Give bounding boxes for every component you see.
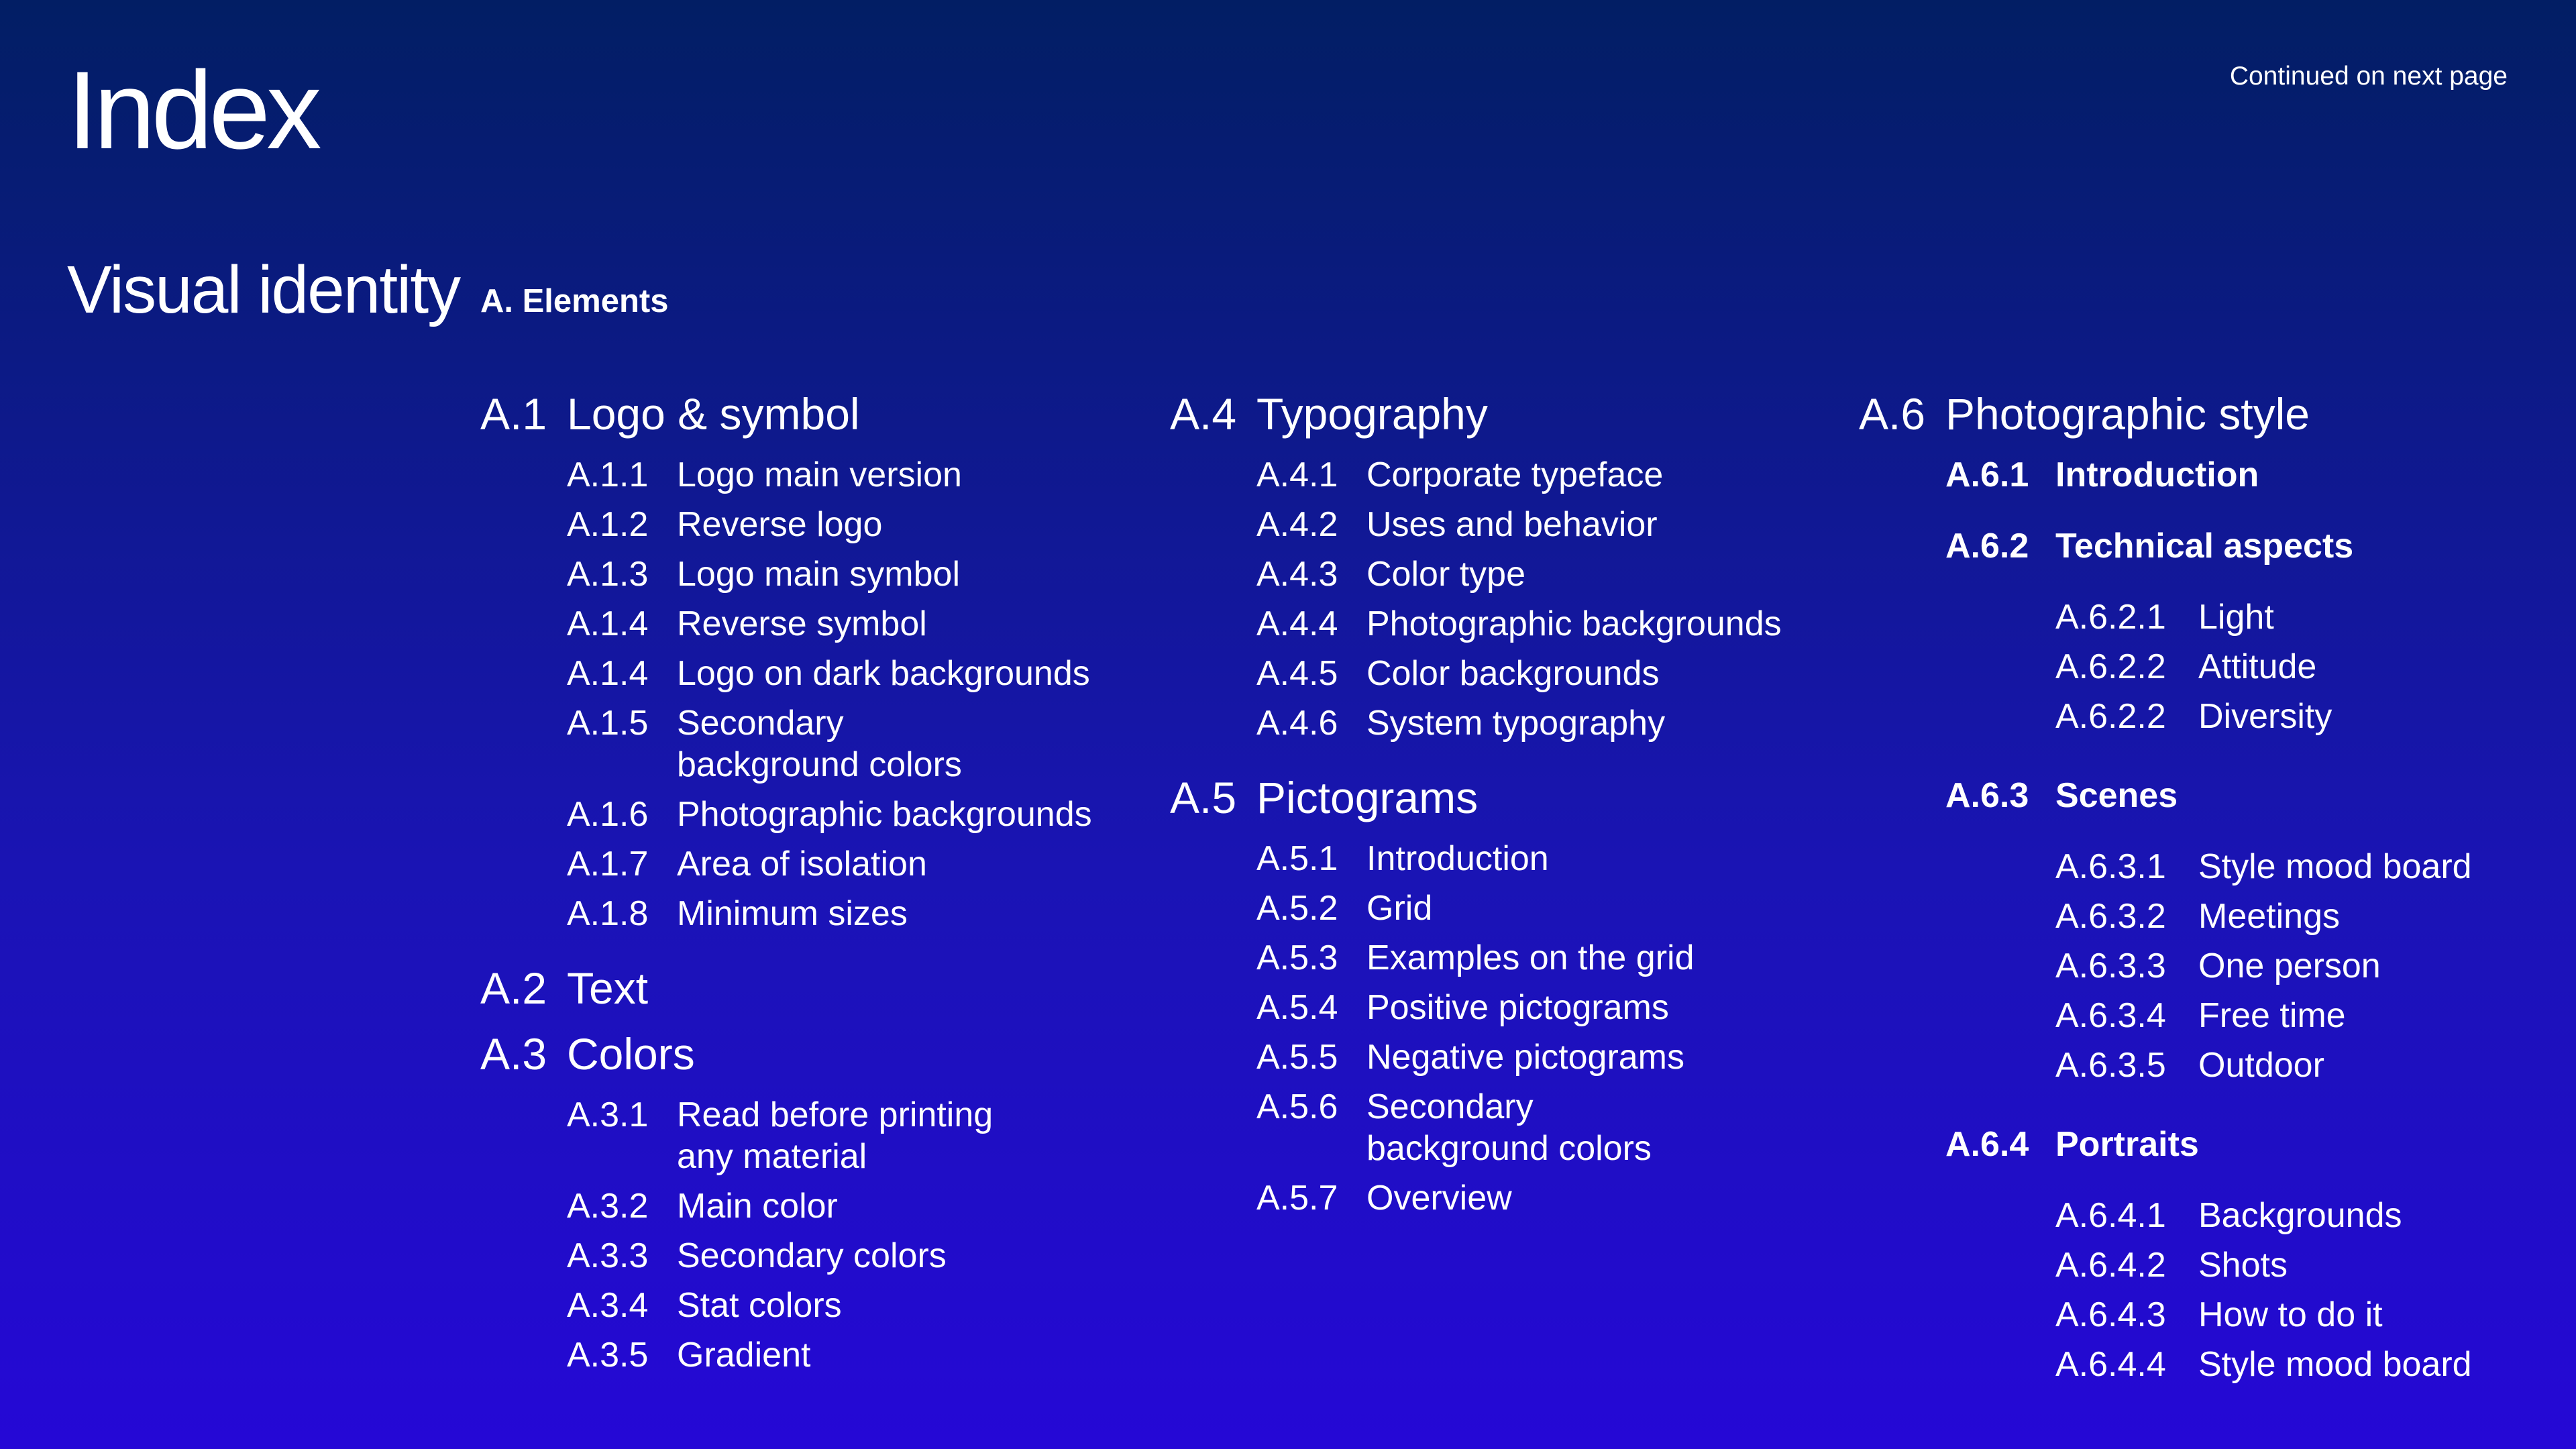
index-column-1	[480, 387, 1151, 1384]
list-item[interactable]	[1256, 454, 1841, 496]
subheading-a6-1[interactable]	[1945, 454, 2530, 496]
continued-note: Continued on next page	[2229, 62, 2508, 91]
heading-number: A.3	[480, 1029, 547, 1079]
list-item[interactable]	[567, 504, 1151, 545]
item-label: Reverse symbol	[677, 604, 927, 643]
item-number: A.4.2	[1256, 505, 1338, 544]
item-label: Uses and behavior	[1366, 505, 1658, 544]
list-item[interactable]	[1256, 603, 1841, 645]
item-number: A.6.2.2	[2055, 647, 2166, 686]
item-number: A.6.3.1	[2055, 847, 2166, 886]
item-number: A.1.4	[567, 654, 649, 693]
list-item[interactable]	[2055, 1244, 2530, 1286]
list-item[interactable]	[2055, 1195, 2530, 1236]
list-item[interactable]	[567, 1094, 1151, 1177]
list-item[interactable]	[567, 1334, 1151, 1376]
list-item[interactable]	[2055, 945, 2530, 987]
heading-label: Photographic style	[1945, 389, 2310, 439]
item-label: How to do it	[2198, 1295, 2383, 1334]
item-label: Outdoor	[2198, 1046, 2324, 1085]
item-label: Overview	[1366, 1179, 1512, 1218]
index-column-3	[1859, 387, 2530, 1393]
item-number: A.5.3	[1256, 938, 1338, 977]
list-item[interactable]	[2055, 646, 2530, 688]
item-label: Read before printing any material	[677, 1095, 994, 1176]
item-number: A.1.8	[567, 894, 649, 933]
item-label: Grid	[1366, 889, 1433, 928]
item-label: Diversity	[2198, 697, 2332, 736]
item-label: Introduction	[2055, 455, 2259, 494]
item-label: Reverse logo	[677, 505, 883, 544]
item-number: A.6.3.4	[2055, 996, 2166, 1035]
item-label: Examples on the grid	[1366, 938, 1695, 977]
item-number: A.6.4.1	[2055, 1196, 2166, 1235]
item-number: A.1.6	[567, 795, 649, 834]
item-label: Shots	[2198, 1246, 2288, 1285]
list-item[interactable]	[1256, 1036, 1841, 1078]
item-number: A.5.2	[1256, 889, 1338, 928]
item-number: A.1.7	[567, 845, 649, 883]
item-number: A.5.5	[1256, 1038, 1338, 1077]
item-number: A.5.7	[1256, 1179, 1338, 1218]
heading-number: A.5	[1170, 773, 1237, 822]
item-label: Logo main version	[677, 455, 962, 494]
item-number: A.3.2	[567, 1187, 649, 1226]
item-number: A.1.2	[567, 505, 649, 544]
item-label: Gradient	[677, 1336, 811, 1375]
item-label: Photographic backgrounds	[677, 795, 1092, 834]
item-number: A.1.5	[567, 704, 649, 743]
item-label: Style mood board	[2198, 847, 2472, 886]
item-number: A.6.3.2	[2055, 897, 2166, 936]
heading-a2[interactable]	[480, 961, 1151, 1015]
heading-number: A.1	[480, 389, 547, 439]
item-label: Style mood board	[2198, 1345, 2472, 1384]
item-label: Portraits	[2055, 1125, 2199, 1164]
item-label: Introduction	[1366, 839, 1549, 878]
item-label: Negative pictograms	[1366, 1038, 1684, 1077]
item-label: Backgrounds	[2198, 1196, 2402, 1235]
item-label: Secondary colors	[677, 1236, 947, 1275]
item-number: A.5.1	[1256, 839, 1338, 878]
item-number: A.5.4	[1256, 988, 1338, 1027]
list-item[interactable]	[1256, 702, 1841, 744]
item-label: Photographic backgrounds	[1366, 604, 1782, 643]
item-label: Secondary background colors	[1366, 1087, 1652, 1168]
item-number: A.6.4.2	[2055, 1246, 2166, 1285]
section-title: Visual identity	[67, 252, 460, 327]
item-label: Free time	[2198, 996, 2346, 1035]
heading-label: Text	[567, 963, 649, 1013]
list-item[interactable]	[567, 1285, 1151, 1326]
list-item[interactable]	[567, 454, 1151, 496]
item-number: A.4.1	[1256, 455, 1338, 494]
item-number: A.6.1	[1945, 455, 2029, 494]
heading-a6[interactable]	[1859, 387, 2530, 441]
item-label: Corporate typeface	[1366, 455, 1664, 494]
item-label: Technical aspects	[2055, 527, 2354, 566]
item-number: A.6.2.2	[2055, 697, 2166, 736]
item-number: A.1.4	[567, 604, 649, 643]
list-item[interactable]	[567, 603, 1151, 645]
list-item[interactable]	[2055, 696, 2530, 737]
heading-number: A.2	[480, 963, 547, 1013]
item-number: A.3.1	[567, 1095, 649, 1134]
item-label: Minimum sizes	[677, 894, 908, 933]
item-label: Color type	[1366, 555, 1525, 594]
list-item[interactable]	[2055, 1294, 2530, 1336]
heading-label: Typography	[1256, 389, 1488, 439]
list-item[interactable]	[1256, 987, 1841, 1028]
item-label: Logo main symbol	[677, 555, 960, 594]
item-number: A.1.3	[567, 555, 649, 594]
heading-a5[interactable]	[1170, 771, 1841, 824]
list-item[interactable]	[2055, 1344, 2530, 1385]
item-label: Positive pictograms	[1366, 988, 1669, 1027]
item-number: A.6.2.1	[2055, 598, 2166, 637]
heading-a1[interactable]	[480, 387, 1151, 441]
list-item[interactable]	[1256, 1177, 1841, 1219]
heading-a3[interactable]	[480, 1027, 1151, 1081]
heading-a4[interactable]	[1170, 387, 1841, 441]
item-number: A.6.4	[1945, 1125, 2029, 1164]
item-label: Attitude	[2198, 647, 2317, 686]
list-item[interactable]	[2055, 995, 2530, 1036]
list-item[interactable]	[567, 702, 1151, 786]
heading-number: A.6	[1859, 389, 1926, 439]
list-item[interactable]	[1256, 653, 1841, 694]
heading-label: Colors	[567, 1029, 695, 1079]
list-item[interactable]	[2055, 596, 2530, 638]
item-number: A.6.2	[1945, 527, 2029, 566]
item-number: A.6.3.5	[2055, 1046, 2166, 1085]
list-item[interactable]	[2055, 846, 2530, 888]
page-title: Index	[67, 48, 318, 172]
list-item[interactable]	[1256, 1086, 1841, 1169]
item-number: A.4.4	[1256, 604, 1338, 643]
list-item[interactable]	[1256, 553, 1841, 595]
list-item[interactable]	[2055, 1044, 2530, 1086]
list-item[interactable]	[567, 1235, 1151, 1277]
item-number: A.6.3.3	[2055, 947, 2166, 985]
list-item[interactable]	[1256, 838, 1841, 879]
item-label: Area of isolation	[677, 845, 927, 883]
list-item[interactable]	[2055, 896, 2530, 937]
item-number: A.6.3	[1945, 776, 2029, 815]
item-number: A.4.6	[1256, 704, 1338, 743]
item-label: System typography	[1366, 704, 1666, 743]
item-number: A.3.3	[567, 1236, 649, 1275]
item-number: A.6.4.4	[2055, 1345, 2166, 1384]
subheading-a6-3[interactable]	[1945, 775, 2530, 816]
item-number: A.1.1	[567, 455, 649, 494]
subheading-a6-4[interactable]	[1945, 1124, 2530, 1165]
item-label: Light	[2198, 598, 2274, 637]
item-label: Stat colors	[677, 1286, 842, 1325]
item-label: Main color	[677, 1187, 838, 1226]
item-number: A.6.4.3	[2055, 1295, 2166, 1334]
part-title: A. Elements	[480, 283, 669, 319]
item-number: A.5.6	[1256, 1087, 1338, 1126]
heading-label: Logo & symbol	[567, 389, 860, 439]
list-item[interactable]	[567, 843, 1151, 885]
list-item[interactable]	[567, 893, 1151, 934]
item-label: Logo on dark backgrounds	[677, 654, 1090, 693]
index-column-2	[1170, 387, 1841, 1227]
heading-label: Pictograms	[1256, 773, 1479, 822]
list-item[interactable]	[1256, 888, 1841, 929]
subheading-a6-2[interactable]	[1945, 525, 2530, 567]
list-item[interactable]	[1256, 504, 1841, 545]
item-label: Secondary background colors	[677, 704, 962, 784]
item-label: Meetings	[2198, 897, 2340, 936]
item-number: A.4.5	[1256, 654, 1338, 693]
list-item[interactable]	[567, 653, 1151, 694]
list-item[interactable]	[1256, 937, 1841, 979]
list-item[interactable]	[567, 553, 1151, 595]
list-item[interactable]	[567, 1185, 1151, 1227]
item-label: Scenes	[2055, 776, 2178, 815]
item-label: Color backgrounds	[1366, 654, 1660, 693]
item-number: A.3.4	[567, 1286, 649, 1325]
item-number: A.3.5	[567, 1336, 649, 1375]
heading-number: A.4	[1170, 389, 1237, 439]
list-item[interactable]	[567, 794, 1151, 835]
item-label: One person	[2198, 947, 2381, 985]
item-number: A.4.3	[1256, 555, 1338, 594]
